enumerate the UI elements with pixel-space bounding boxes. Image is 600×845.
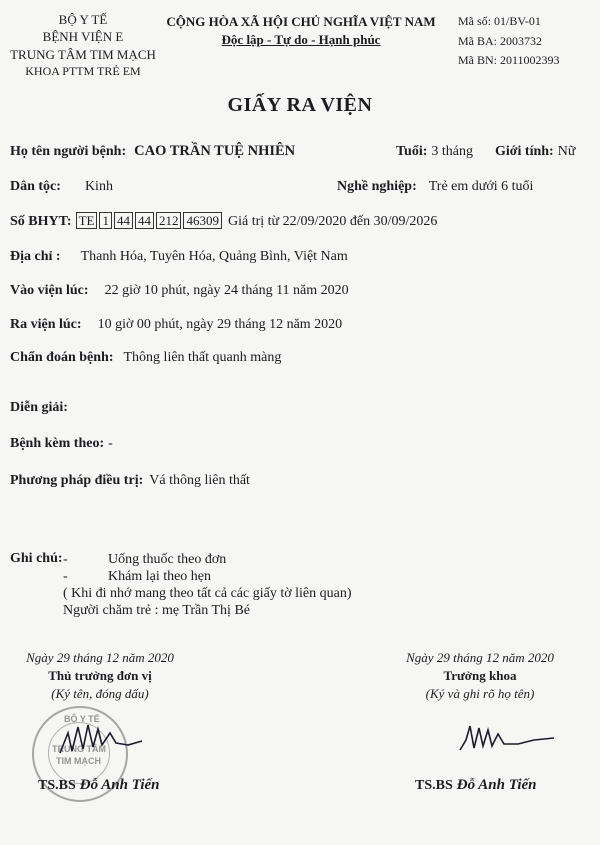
comorbid-label: Bệnh kèm theo: (10, 436, 105, 451)
left-sign-date: Ngày 29 tháng 12 năm 2020 (26, 650, 174, 665)
diagnosis-value: Thông liên thất quanh màng (123, 350, 282, 365)
age-value: 3 tháng (431, 144, 473, 159)
ethnic-label: Dân tộc: (10, 179, 61, 194)
insurance-code-box: 46309 (183, 212, 222, 229)
job-value: Trẻ em dưới 6 tuổi (428, 179, 534, 194)
left-signer-row (38, 776, 160, 794)
insurance-row (10, 212, 437, 230)
insurance-label: Số BHYT: (10, 214, 72, 229)
discharge-label: Ra viện lúc: (10, 317, 82, 332)
document-title: GIẤY RA VIỆN (227, 94, 373, 116)
treatment-label: Phương pháp điều trị: (10, 473, 144, 488)
diagnosis-label: Chẩn đoán bệnh: (10, 350, 114, 365)
job-label: Nghề nghiệp: (337, 179, 417, 194)
comorbid-value: - (108, 436, 113, 451)
sex-value: Nữ (557, 144, 576, 159)
discharge-row (10, 315, 342, 333)
national-title: CỘNG HÒA XÃ HỘI CHỦ NGHĨA VIỆT NAM (166, 14, 436, 29)
admission-value: 22 giờ 10 phút, ngày 24 tháng 11 năm 2020 (104, 283, 349, 298)
right-sign-note: (Ký và ghi rõ họ tên) (425, 686, 535, 701)
left-signature-scribble (58, 715, 148, 760)
discharge-value: 10 giờ 00 phút, ngày 29 tháng 12 năm 2020 (97, 317, 343, 332)
note-item-caregiver: Người chăm trẻ : mẹ Trần Thị Bé (63, 603, 250, 618)
right-signer-prefix: TS.BS (415, 778, 453, 793)
note-item-followup: Khám lại theo hẹn (108, 569, 212, 584)
address-row (10, 247, 348, 265)
admission-label: Vào viện lúc: (10, 283, 89, 298)
center-name: TRUNG TÂM TIM MẠCH (10, 47, 156, 62)
age-label: Tuổi: (396, 144, 428, 159)
right-sign-title: Trưởng khoa (443, 668, 517, 683)
right-signature-scribble (458, 718, 558, 760)
patient-age-row (396, 142, 473, 160)
patient-name: CAO TRẦN TUỆ NHIÊN (134, 143, 296, 159)
job-row (337, 177, 533, 195)
insurance-code-box: 1 (99, 212, 112, 229)
department-name: KHOA PTTM TRẺ EM (25, 64, 141, 78)
patient-name-label: Họ tên người bệnh: (10, 144, 127, 159)
insurance-code-boxes (76, 212, 224, 229)
left-signer-name: Đỗ Anh Tiến (79, 777, 160, 793)
course-row (10, 398, 68, 416)
diagnosis-row (10, 348, 281, 366)
notes-dash-1: - (63, 552, 68, 567)
comorbid-row (10, 434, 113, 452)
patient-code: Mã BN: 2011002393 (458, 53, 560, 67)
left-sign-note: (Ký tên, đóng dấu) (51, 686, 149, 701)
insurance-code-box: 44 (114, 212, 133, 229)
right-sign-date: Ngày 29 tháng 12 năm 2020 (406, 650, 554, 665)
stamp-line-1: TRUNG TÂM (52, 744, 106, 754)
right-signer-row (415, 776, 537, 794)
admission-row (10, 281, 349, 299)
note-item-documents: ( Khi đi nhớ mang theo tất cả các giấy tờ liên quan) (63, 586, 352, 601)
patient-sex-row (495, 142, 575, 160)
patient-name-row (10, 142, 295, 160)
left-sign-title: Thủ trưởng đơn vị (48, 668, 152, 683)
notes-label: Ghi chú: (10, 551, 63, 566)
ethnic-row (10, 177, 113, 195)
ethnic-value: Kinh (84, 179, 113, 194)
insurance-code-box: 44 (135, 212, 154, 229)
note-item-medication: Uống thuốc theo đơn (108, 552, 227, 567)
form-code: Mã số: 01/BV-01 (458, 14, 541, 28)
national-motto: Độc lập - Tự do - Hạnh phúc (221, 32, 381, 47)
address-label: Địa chỉ : (10, 249, 61, 264)
sex-label: Giới tính: (495, 144, 554, 159)
stamp-line-2: TIM MẠCH (56, 756, 101, 766)
hospital-name: BỆNH VIỆN E (42, 29, 124, 44)
treatment-row (10, 471, 250, 489)
stamp-top-text: BỘ Y TẾ (64, 714, 100, 724)
treatment-value: Vá thông liên thất (149, 473, 250, 488)
right-signer-name: Đỗ Anh Tiến (456, 777, 537, 793)
insurance-code-box: TE (76, 212, 98, 229)
left-signer-prefix: TS.BS (38, 778, 76, 793)
course-label: Diễn giải: (10, 400, 68, 415)
record-code: Mã BA: 2003732 (458, 34, 542, 48)
notes-dash-2: - (63, 569, 68, 584)
insurance-validity: Giá trị từ 22/09/2020 đến 30/09/2026 (227, 214, 438, 229)
ministry-name: BỘ Y TẾ (58, 12, 108, 27)
address-value: Thanh Hóa, Tuyên Hóa, Quảng Bình, Việt Nam (80, 249, 348, 264)
insurance-code-box: 212 (156, 212, 182, 229)
